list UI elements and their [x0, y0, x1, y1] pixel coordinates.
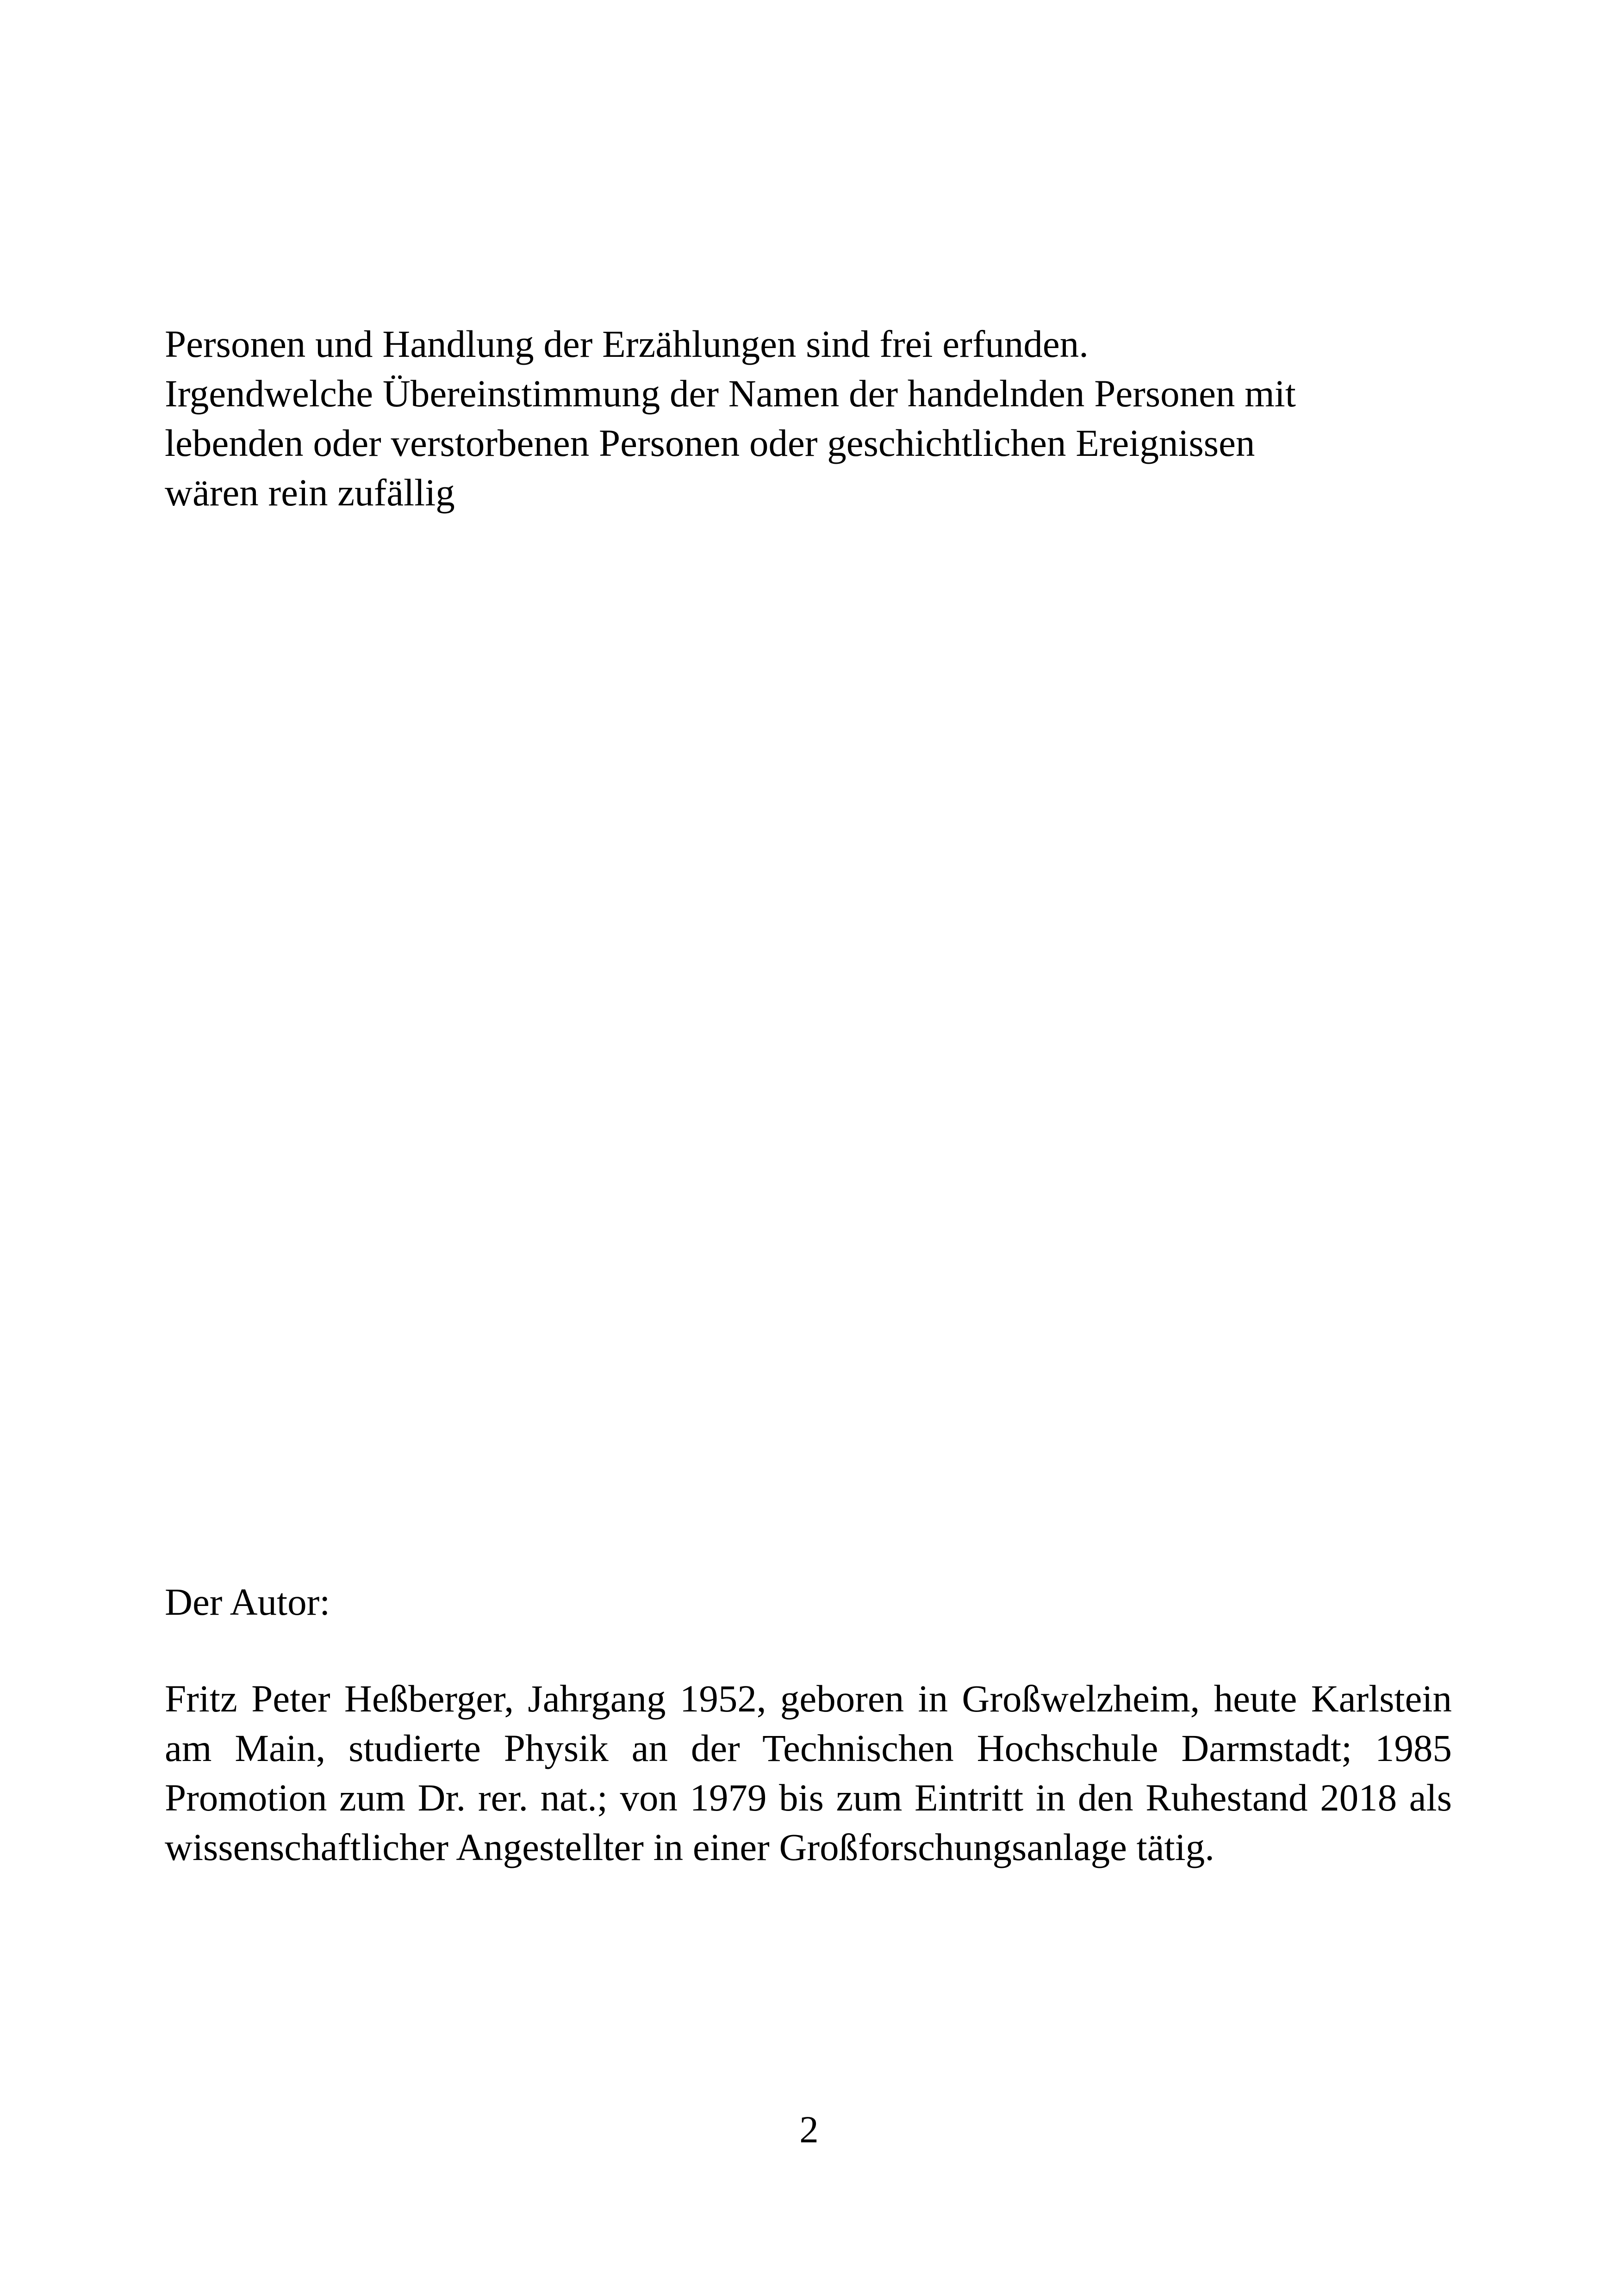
- disclaimer-line: Irgendwelche Übereinstimmung der Namen der handelnden Personen mit: [165, 372, 1296, 415]
- disclaimer-line: lebenden oder verstorbenen Personen oder geschichtlichen Ereignissen: [165, 422, 1255, 464]
- author-bio: Fritz Peter Heßberger, Jahrgang 1952, geboren in Großwelzheim, heute Karlstein am Main, studierte Physik an der Technischen Hochschule Darmstadt; 1985 Promotion zum Dr. rer. nat.; von 1979 bis zum Eintritt in den Ruhestand 2018 als wissenschaftlicher Angestellter in einer Großforschungsanlage tätig.: [165, 1677, 1452, 1868]
- disclaimer-line: wären rein zufällig: [165, 471, 455, 514]
- disclaimer-line: Personen und Handlung der Erzählungen sind frei erfunden.: [165, 323, 1089, 365]
- author-heading: Der Autor:: [165, 1580, 330, 1623]
- page-number: 2: [799, 2108, 819, 2151]
- disclaimer-paragraph: [165, 319, 1461, 517]
